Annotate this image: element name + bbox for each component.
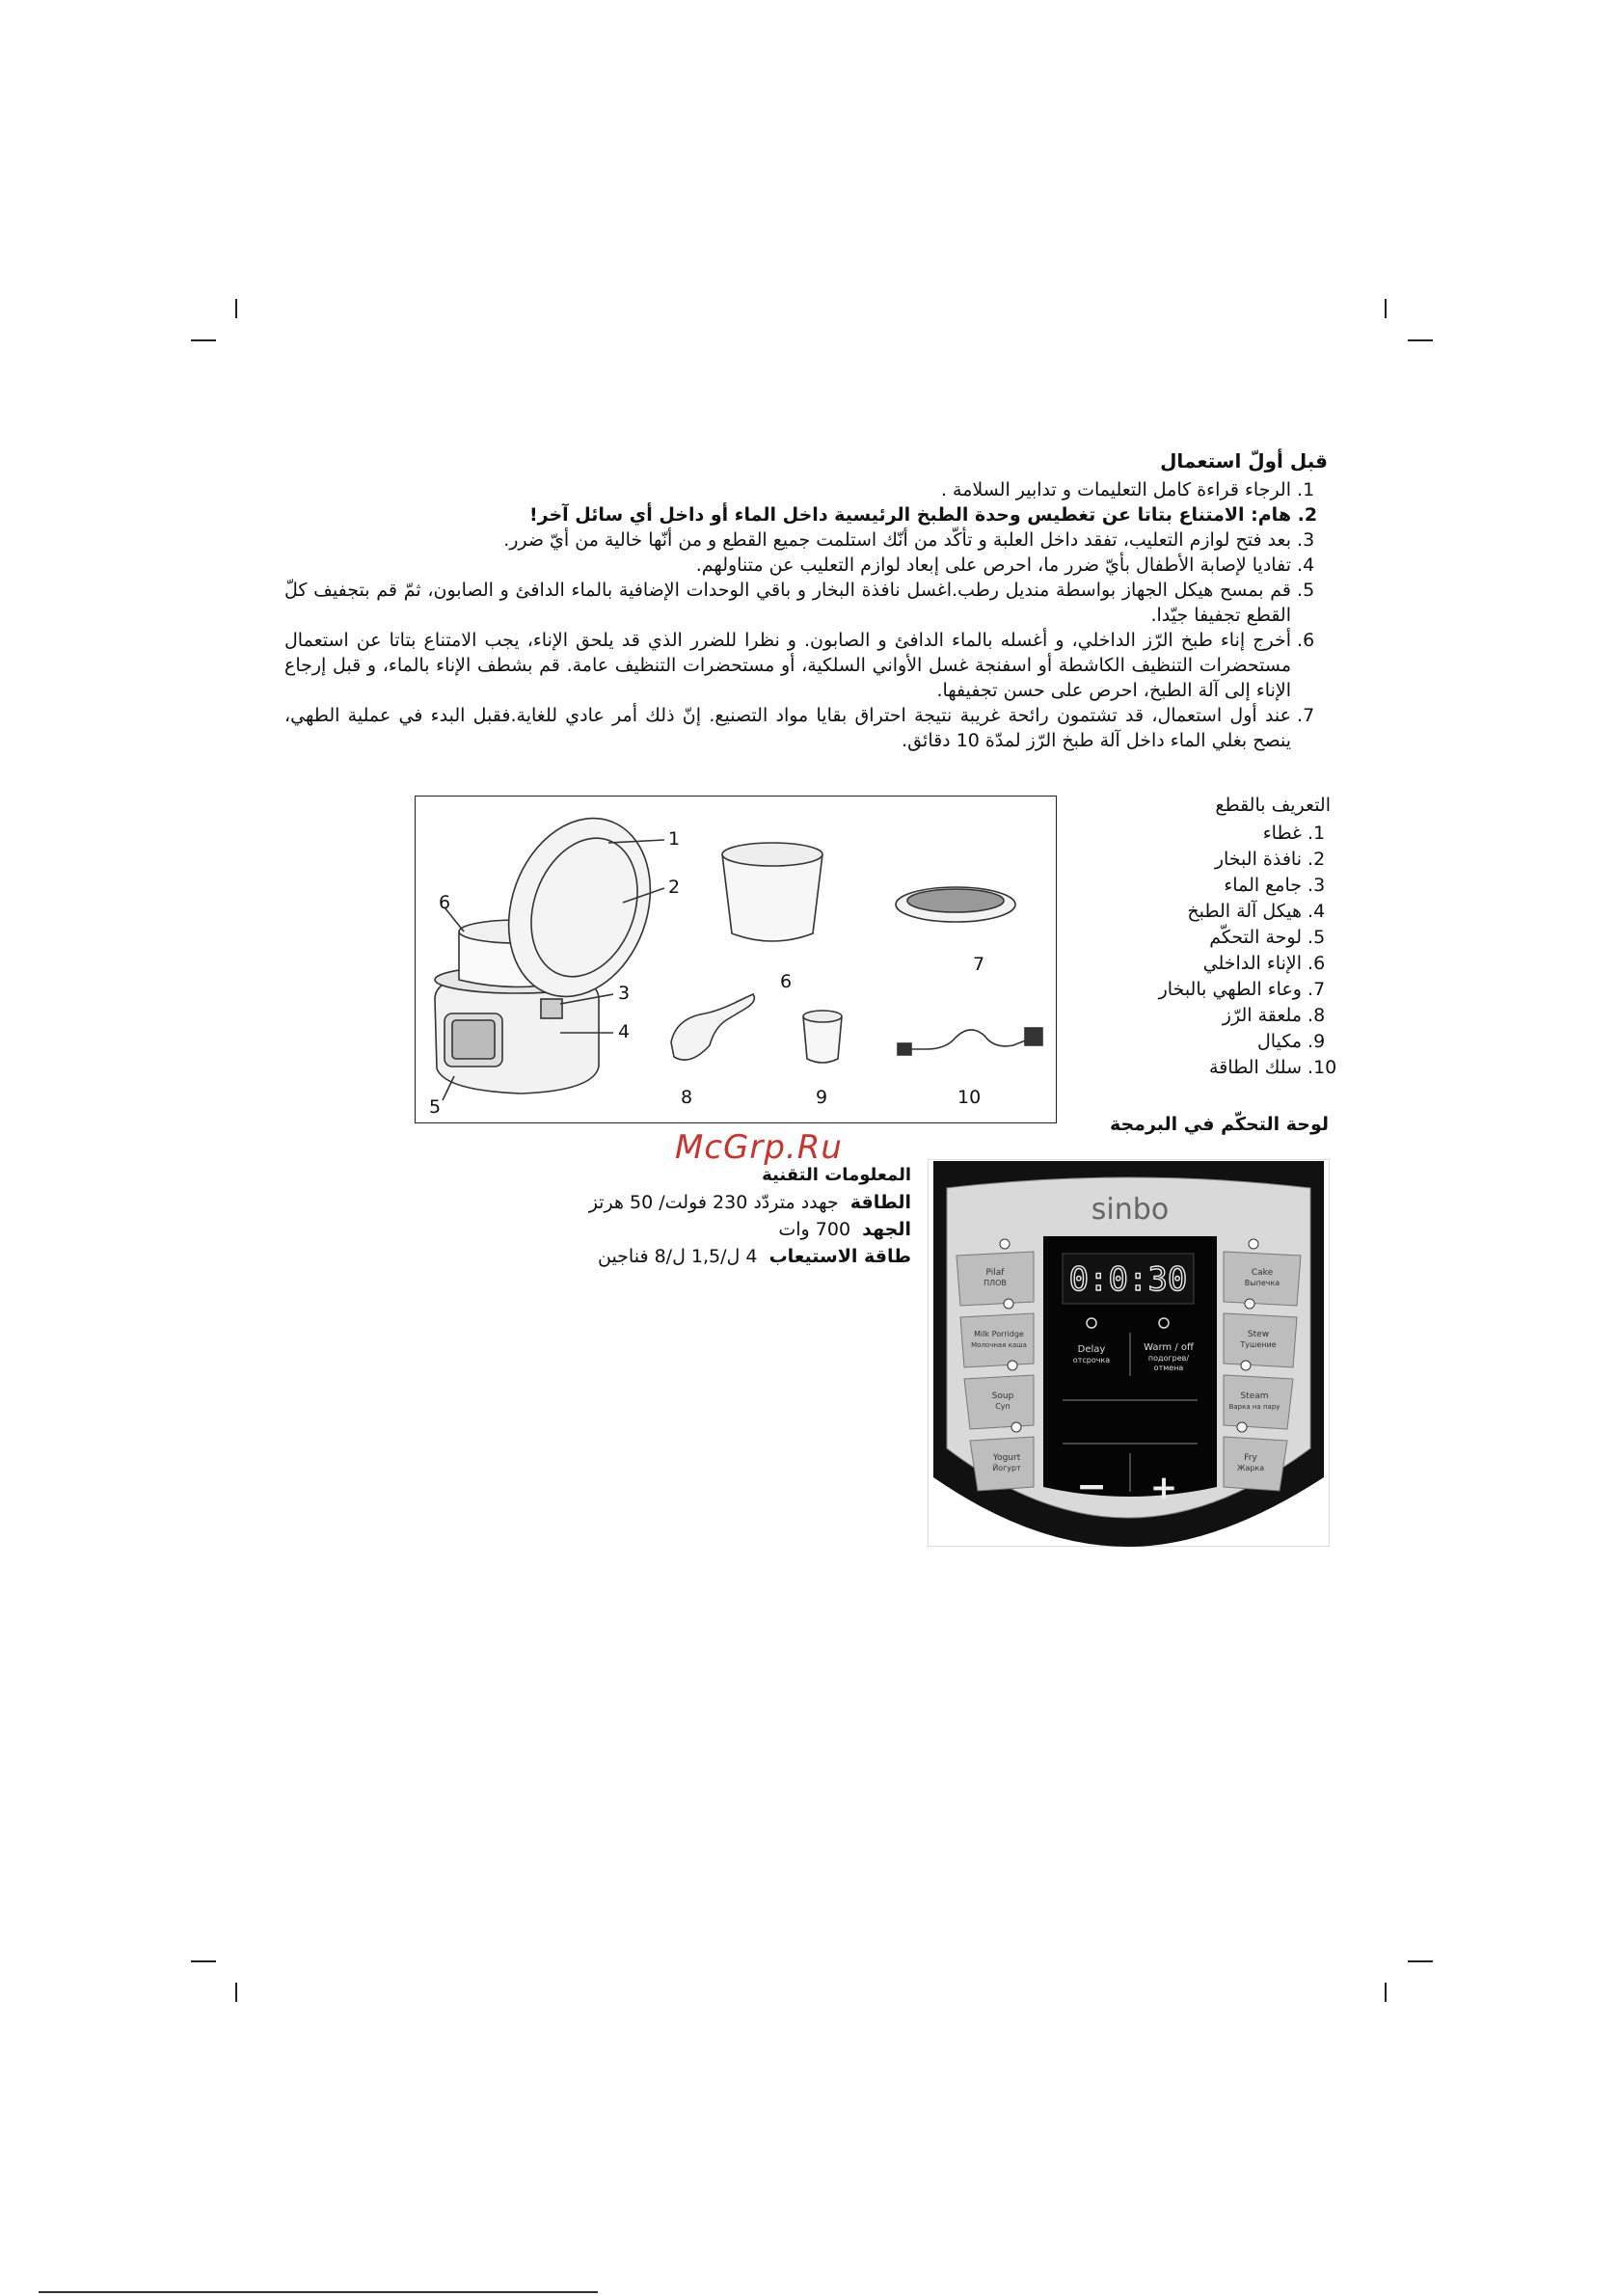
milk-porridge-label-ru: Молочная каша [971, 1341, 1027, 1349]
stew-label: Stew [1247, 1330, 1270, 1339]
crop-mark [1408, 339, 1433, 341]
cake-label-ru: Выпечка [1244, 1279, 1280, 1287]
steam-label-ru: Варка на пару [1228, 1403, 1280, 1411]
spec-value: جهدد متردّد 230 فولت/ 50 هرتز [588, 1192, 839, 1213]
pilaf-label: Pilaf [985, 1268, 1005, 1278]
list-item: 3. بعد فتح لوازم التعليب، تفقد داخل العلبة و تأكّد من أنّك استلمت جميع القطع و من أنّها خالية من أيّ ضرر. [284, 527, 1291, 553]
stew-label-ru: Тушение [1240, 1340, 1277, 1349]
plus-button: + [1149, 1469, 1178, 1507]
warm-off-label-ru2: отмена [1153, 1364, 1184, 1372]
warm-off-label-ru: подогрев/ [1147, 1354, 1190, 1363]
parts-list [1152, 821, 1331, 1081]
list-item: 10. سلك الطاقة [1152, 1055, 1302, 1081]
crop-mark [1408, 1960, 1433, 1962]
soup-label: Soup [991, 1391, 1014, 1401]
timer-display: 0:0:30 [1068, 1260, 1188, 1299]
spec-label: طاقة الاستيعاب [768, 1246, 911, 1267]
section-title: قبل أولّ استعمال [1160, 449, 1328, 473]
soup-label-ru: Суп [995, 1402, 1011, 1411]
list-item: 2. هام: الامتناع بتاتا عن تغطيس وحدة الطبخ الرئيسية داخل الماء أو داخل أي سائل آخر! [284, 502, 1291, 527]
spec-row [554, 1189, 911, 1216]
parts-illustration [416, 797, 1056, 1122]
list-item: 4. هيكل آلة الطبخ [1152, 899, 1302, 925]
brand-logo: sinbo [1091, 1193, 1170, 1227]
minus-button: − [1076, 1465, 1107, 1507]
spec-label: الطاقة [849, 1192, 911, 1213]
list-item: 7. عند أول استعمال، قد تشتمون رائحة غريبة نتيجة احتراق بقايا مواد التصنيع. إنّ ذلك أمر عادي للغاية.فقبل البدء في عملية الطهي، ينصح بغلي الماء داخل آلة طبخ الرّز لمدّة 10 دقائق. [284, 703, 1291, 753]
diagram-label: 1 [668, 828, 681, 850]
delay-label-ru: отсрочка [1072, 1356, 1111, 1364]
fry-label-ru: Жарка [1236, 1464, 1265, 1472]
list-item: 9. مكيال [1152, 1029, 1302, 1055]
bottom-rule [39, 2291, 598, 2293]
watermark: McGrp.Ru [675, 1128, 843, 1167]
spec-value: 4 ل/1,5 ل/8 فناجين [597, 1246, 758, 1267]
list-item: 1. غطاء [1152, 821, 1302, 847]
diagram-label: 2 [668, 877, 681, 898]
diagram-label: 10 [957, 1087, 982, 1108]
instructions-list [284, 477, 1328, 753]
spec-row [554, 1243, 911, 1270]
control-panel-image [928, 1159, 1330, 1547]
milk-porridge-label: Milk Porridge [974, 1330, 1024, 1338]
crop-mark [1385, 299, 1387, 318]
list-item: 6. أخرج إناء طبخ الرّز الداخلي، و أغسله بالماء الدافئ و الصابون. و نظرا للضرر الذي قد يلحق الإناء، يجب الامتناع بتاتا عن استعمال مستحضرات التنظيف الكاشطة أو اسفنجة غسل الأواني السلكية، أو مستحضرات التنظيف عامة. قم بشطف الإناء بالماء، و قبل إرجاع الإناء إلى آلة الطبخ، احرص على حسن تجفيفها. [284, 628, 1291, 703]
specs-title: المعلومات التقنية [762, 1165, 911, 1185]
parts-section [1152, 793, 1331, 1081]
list-item: 5. لوحة التحكّم [1152, 925, 1302, 951]
pilaf-label-ru: ПЛОВ [984, 1279, 1007, 1287]
diagram-label: 8 [681, 1087, 693, 1108]
steam-label: Steam [1240, 1391, 1269, 1401]
spec-label: الجهد [862, 1219, 911, 1240]
list-item: 5. قم بمسح هيكل الجهاز بواسطة منديل رطب.اغسل نافذة البخار و باقي الوحدات الإضافية بالماء الدافئ و الصابون، ثمّ قم بتجفيف كلّ القطع تجفيفا جيّدا. [284, 578, 1291, 628]
yogurt-label: Yogurt [992, 1453, 1021, 1463]
warm-off-label: Warm / off [1144, 1342, 1194, 1353]
technical-specs [554, 1162, 911, 1270]
crop-mark [191, 1960, 216, 1962]
control-panel-illustration [928, 1159, 1330, 1547]
diagram-label: 6 [439, 892, 451, 913]
control-panel-title: لوحة التحكّم في البرمجة [1109, 1114, 1329, 1135]
list-item: 8. ملعقة الرّز [1152, 1003, 1302, 1029]
list-item: 4. تفاديا لإصابة الأطفال بأيّ ضرر ما، احرص على إبعاد لوازم التعليب عن متناولهم. [284, 553, 1291, 578]
diagram-label: 3 [618, 983, 631, 1004]
list-item: 1. الرجاء قراءة كامل التعليمات و تدابير السلامة . [284, 477, 1291, 502]
spec-row [554, 1216, 911, 1243]
parts-title: التعريف بالقطع [1215, 795, 1331, 816]
diagram-label: 7 [973, 954, 985, 975]
delay-label: Delay [1077, 1344, 1106, 1355]
list-item: 2. نافذة البخار [1152, 847, 1302, 873]
crop-mark [1385, 1983, 1387, 2002]
list-item: 7. وعاء الطهي بالبخار [1152, 977, 1302, 1003]
parts-diagram [415, 796, 1057, 1123]
fry-label: Fry [1244, 1453, 1257, 1463]
crop-mark [235, 299, 237, 318]
diagram-label: 4 [618, 1021, 631, 1042]
list-item: 3. جامع الماء [1152, 873, 1302, 899]
diagram-label: 5 [429, 1096, 442, 1118]
spec-value: 700 وات [778, 1219, 851, 1240]
crop-mark [235, 1983, 237, 2002]
yogurt-label-ru: Йогурт [992, 1464, 1021, 1472]
diagram-label: 9 [816, 1087, 828, 1108]
before-first-use-section [284, 448, 1328, 753]
cake-label: Cake [1251, 1268, 1274, 1278]
list-item: 6. الإناء الداخلي [1152, 951, 1302, 977]
diagram-label: 6 [780, 971, 793, 992]
crop-mark [191, 339, 216, 341]
